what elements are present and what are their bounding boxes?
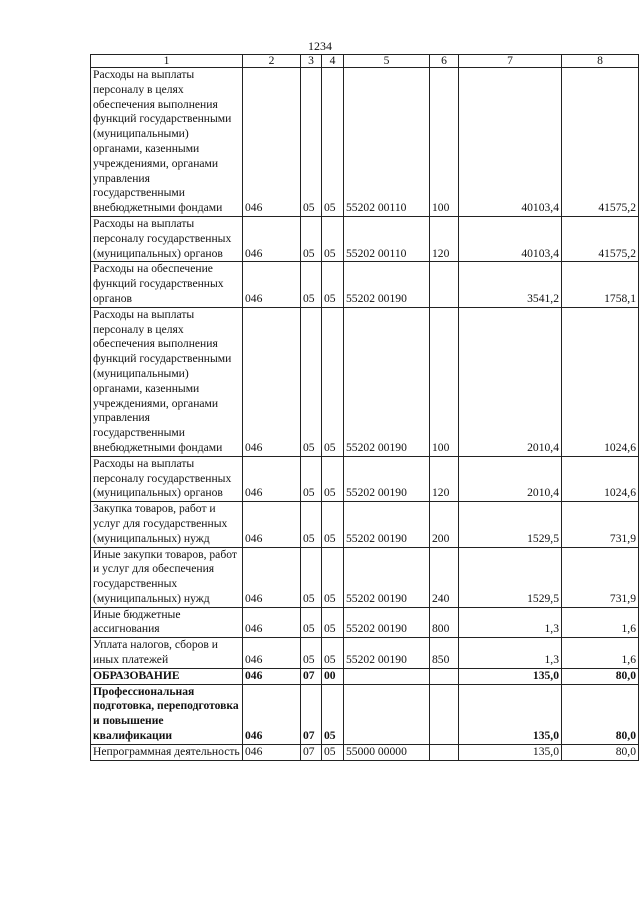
row-name: Закупка товаров, работ и услуг для государственных (муниципальных) нужд: [91, 502, 243, 547]
amount-2: 1024,6: [562, 307, 639, 456]
table-row: [91, 456, 639, 501]
amount-1: 1,3: [459, 607, 562, 638]
subsection-code: 05: [322, 216, 344, 261]
subsection-code: 05: [322, 262, 344, 307]
target-article-code: 55202 00190: [344, 307, 430, 456]
row-name: Расходы на выплаты персоналу в целях обеспечения выполнения функций государственными (муниципальными) органами, казенными учреждениями, органами управления государственными внебюджетными фондами: [91, 68, 243, 217]
table-row: [91, 502, 639, 547]
row-name: Иные закупки товаров, работ и услуг для обеспечения государственных (муниципальных) нужд: [91, 547, 243, 607]
table-row: [91, 307, 639, 456]
table-row: [91, 68, 639, 217]
section-code: 07: [301, 744, 322, 760]
column-header: 1: [91, 55, 243, 68]
target-article-code: 55202 00190: [344, 456, 430, 501]
amount-2: 41575,2: [562, 216, 639, 261]
target-article-code: 55000 00000: [344, 744, 430, 760]
column-header: 2: [243, 55, 301, 68]
expense-type-code: 800: [430, 607, 459, 638]
grbs-code: 046: [243, 216, 301, 261]
table-row: [91, 744, 639, 760]
expense-type-code: [430, 684, 459, 744]
subsection-code: 05: [322, 307, 344, 456]
row-name: Уплата налогов, сборов и иных платежей: [91, 638, 243, 669]
section-code: 05: [301, 502, 322, 547]
row-name: Иные бюджетные ассигнования: [91, 607, 243, 638]
grbs-code: 046: [243, 684, 301, 744]
expense-type-code: 850: [430, 638, 459, 669]
expense-type-code: 100: [430, 68, 459, 217]
subsection-code: 00: [322, 668, 344, 684]
grbs-code: 046: [243, 638, 301, 669]
target-article-code: [344, 668, 430, 684]
column-header: 7: [459, 55, 562, 68]
section-code: 05: [301, 216, 322, 261]
column-header: 5: [344, 55, 430, 68]
target-article-code: 55202 00190: [344, 502, 430, 547]
amount-1: 40103,4: [459, 216, 562, 261]
table-row: [91, 607, 639, 638]
amount-1: 2010,4: [459, 307, 562, 456]
expense-type-code: 100: [430, 307, 459, 456]
table-row: [91, 684, 639, 744]
target-article-code: 55202 00190: [344, 638, 430, 669]
section-code: 05: [301, 262, 322, 307]
column-header: 4: [322, 55, 344, 68]
amount-1: 135,0: [459, 668, 562, 684]
budget-table: [90, 54, 639, 761]
section-code: 07: [301, 684, 322, 744]
page-number: 1234: [308, 39, 332, 53]
grbs-code: 046: [243, 607, 301, 638]
amount-1: 40103,4: [459, 68, 562, 217]
column-header: 6: [430, 55, 459, 68]
column-header: 8: [562, 55, 639, 68]
amount-2: 731,9: [562, 502, 639, 547]
subsection-code: 05: [322, 684, 344, 744]
grbs-code: 046: [243, 547, 301, 607]
table-row: [91, 638, 639, 669]
section-code: 05: [301, 68, 322, 217]
table-row: [91, 668, 639, 684]
amount-2: 1024,6: [562, 456, 639, 501]
table-row: [91, 216, 639, 261]
expense-type-code: [430, 668, 459, 684]
amount-2: 80,0: [562, 684, 639, 744]
section-code: 05: [301, 547, 322, 607]
section-code: 05: [301, 456, 322, 501]
row-name: Расходы на выплаты персоналу государственных (муниципальных) органов: [91, 456, 243, 501]
target-article-code: 55202 00110: [344, 216, 430, 261]
expense-type-code: 240: [430, 547, 459, 607]
target-article-code: [344, 684, 430, 744]
row-name: Непрограммная деятельность: [91, 744, 243, 760]
grbs-code: 046: [243, 262, 301, 307]
column-header: 3: [301, 55, 322, 68]
row-name: Расходы на выплаты персоналу в целях обеспечения выполнения функций государственными (муниципальными) органами, казенными учреждениями, органами управления государственными внебюджетными фондами: [91, 307, 243, 456]
amount-1: 3541,2: [459, 262, 562, 307]
amount-1: 1529,5: [459, 502, 562, 547]
subsection-code: 05: [322, 502, 344, 547]
section-code: 07: [301, 668, 322, 684]
grbs-code: 046: [243, 668, 301, 684]
amount-2: 80,0: [562, 744, 639, 760]
amount-1: 1,3: [459, 638, 562, 669]
grbs-code: 046: [243, 307, 301, 456]
amount-2: 1758,1: [562, 262, 639, 307]
amount-2: 41575,2: [562, 68, 639, 217]
expense-type-code: 200: [430, 502, 459, 547]
amount-1: 1529,5: [459, 547, 562, 607]
section-code: 05: [301, 638, 322, 669]
amount-2: 731,9: [562, 547, 639, 607]
row-name: Расходы на обеспечение функций государственных органов: [91, 262, 243, 307]
row-name: ОБРАЗОВАНИЕ: [91, 668, 243, 684]
amount-2: 80,0: [562, 668, 639, 684]
subsection-code: 05: [322, 638, 344, 669]
amount-2: 1,6: [562, 638, 639, 669]
expense-type-code: 120: [430, 456, 459, 501]
target-article-code: 55202 00110: [344, 68, 430, 217]
grbs-code: 046: [243, 456, 301, 501]
header-row: [91, 55, 639, 68]
section-code: 05: [301, 607, 322, 638]
subsection-code: 05: [322, 547, 344, 607]
subsection-code: 05: [322, 68, 344, 217]
target-article-code: 55202 00190: [344, 547, 430, 607]
table-row: [91, 547, 639, 607]
section-code: 05: [301, 307, 322, 456]
grbs-code: 046: [243, 68, 301, 217]
subsection-code: 05: [322, 456, 344, 501]
grbs-code: 046: [243, 744, 301, 760]
target-article-code: 55202 00190: [344, 607, 430, 638]
amount-1: 135,0: [459, 744, 562, 760]
table-row: [91, 262, 639, 307]
expense-type-code: [430, 262, 459, 307]
subsection-code: 05: [322, 744, 344, 760]
subsection-code: 05: [322, 607, 344, 638]
expense-type-code: [430, 744, 459, 760]
row-name: Профессиональная подготовка, переподготовка и повышение квалификации: [91, 684, 243, 744]
grbs-code: 046: [243, 502, 301, 547]
row-name: Расходы на выплаты персоналу государственных (муниципальных) органов: [91, 216, 243, 261]
amount-1: 2010,4: [459, 456, 562, 501]
target-article-code: 55202 00190: [344, 262, 430, 307]
amount-2: 1,6: [562, 607, 639, 638]
amount-1: 135,0: [459, 684, 562, 744]
expense-type-code: 120: [430, 216, 459, 261]
